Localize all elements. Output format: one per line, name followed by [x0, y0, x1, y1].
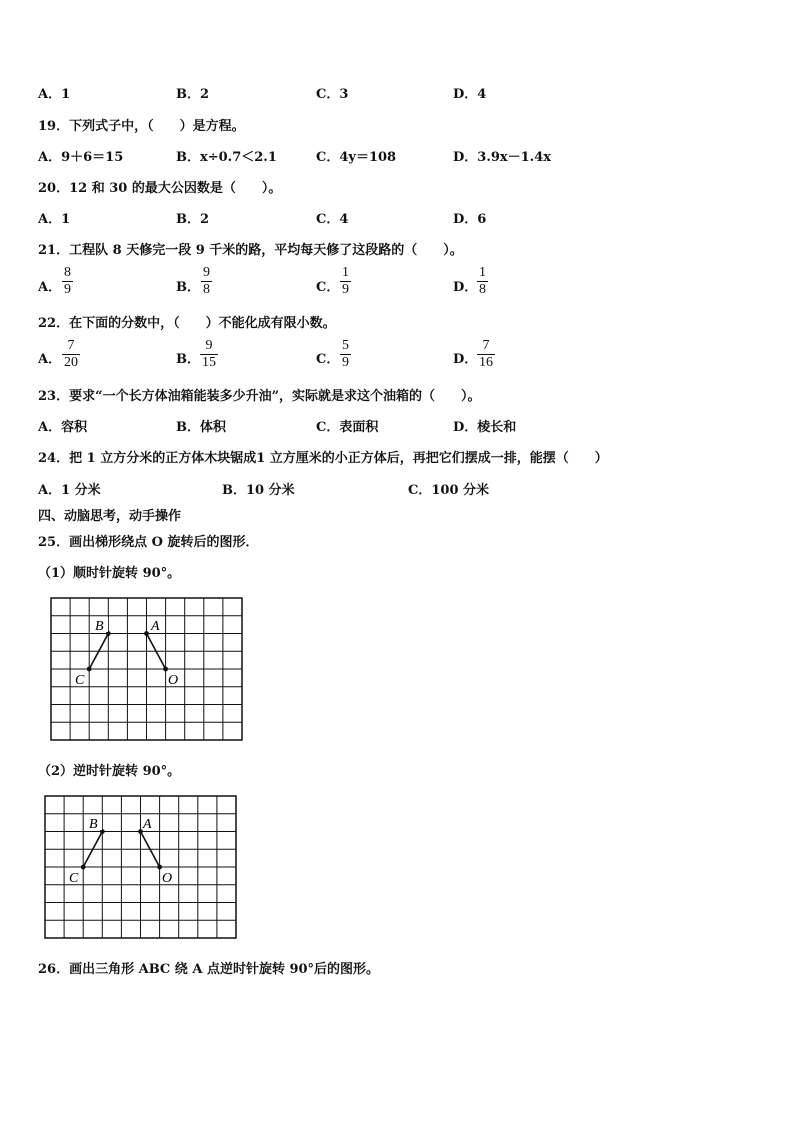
fraction-numerator: 9 [203, 265, 210, 280]
q23-option-b: B．体积 [176, 420, 226, 435]
fraction-denominator: 20 [64, 355, 78, 370]
fraction-numerator: 9 [205, 338, 213, 353]
fraction-numerator: 1 [479, 265, 486, 280]
q25-stem: 25．画出梯形绕点 O 旋转后的图形． [38, 535, 259, 550]
q21-option-b-label: B． [176, 280, 200, 295]
point-label-c: C [69, 871, 79, 886]
q19-stem: 19．下列式子中，（ ）是方程。 [38, 119, 245, 134]
q25-part1: （1）顺时针旋转 90°。 [38, 566, 181, 581]
q19-option-a: A．9＋6＝15 [38, 150, 124, 165]
q26-stem: 26．画出三角形 ABC 绕 A 点逆时针旋转 90°后的图形。 [38, 962, 380, 977]
q22-option-c-fraction [340, 338, 351, 371]
fraction-numerator: 8 [64, 265, 71, 280]
q21-stem: 21．工程队 8 天修完一段 9 千米的路，平均每天修了这段路的（ ）。 [38, 243, 463, 258]
q21-option-c-fraction [340, 265, 351, 298]
q23-option-c: C．表面积 [316, 420, 379, 435]
fraction-denominator: 9 [342, 282, 349, 297]
q20-option-b: B．2 [176, 212, 210, 227]
point-label-o: O [162, 871, 173, 886]
point-label-a: A [143, 817, 152, 832]
q18-option-d: D．4 [453, 87, 487, 102]
q22-option-c-label: C． [316, 352, 340, 367]
fraction-denominator: 8 [479, 282, 486, 297]
q22-stem: 22．在下面的分数中，（ ）不能化成有限小数。 [38, 316, 336, 331]
fraction-denominator: 9 [342, 355, 349, 370]
fraction-denominator: 8 [203, 282, 210, 297]
q19-option-d: D．3.9x－1.4x [453, 150, 552, 165]
grid-lines [45, 796, 236, 938]
point-label-a: A [151, 619, 160, 634]
q22-option-d-fraction [477, 338, 495, 371]
fraction-denominator: 15 [202, 355, 216, 370]
point-label-b: B [95, 619, 104, 634]
grid-figure-2 [38, 789, 244, 943]
point-label-c: C [75, 673, 85, 688]
q21-option-d-label: D． [453, 280, 478, 295]
grid-lines [51, 598, 242, 740]
section-title: 四、动脑思考，动手操作 [38, 509, 182, 524]
q20-option-c: C．4 [316, 212, 349, 227]
q21-option-b-fraction [201, 265, 212, 298]
q18-option-a: A．1 [38, 87, 71, 102]
q25-part2: （2）逆时针旋转 90°。 [38, 764, 181, 779]
fraction-numerator: 7 [482, 338, 490, 353]
q23-option-a: A．容积 [38, 420, 88, 435]
q24-option-c: C．100 分米 [408, 483, 490, 498]
grid-figure-1 [44, 592, 250, 746]
q20-stem: 20．12 和 30 的最大公因数是（ ）。 [38, 181, 282, 196]
q18-option-c: C．3 [316, 87, 349, 102]
fraction-denominator: 9 [64, 282, 71, 297]
q22-option-d-label: D． [453, 352, 478, 367]
q19-option-c: C．4y＝108 [316, 150, 397, 165]
q20-option-a: A．1 [38, 212, 71, 227]
q24-option-a: A．1 分米 [38, 483, 101, 498]
fraction-numerator: 7 [67, 338, 75, 353]
fraction-denominator: 16 [479, 355, 493, 370]
q23-stem: 23．要求“一个长方体油箱能装多少升油”，实际就是求这个油箱的（ ）。 [38, 389, 481, 404]
fraction-numerator: 1 [342, 265, 349, 280]
q20-option-d: D．6 [453, 212, 487, 227]
q24-stem: 24．把 1 立方分米的正方体木块锯成1 立方厘米的小正方体后，再把它们摆成一排，能摆（ ） [38, 451, 608, 466]
q22-option-b-label: B． [176, 352, 200, 367]
q22-option-a-fraction [62, 338, 80, 371]
q21-option-a-label: A． [38, 280, 62, 295]
q19-option-b: B．x÷0.7＜2.1 [176, 150, 277, 165]
q22-option-b-fraction [200, 338, 218, 371]
point-label-b: B [89, 817, 98, 832]
q21-option-c-label: C． [316, 280, 340, 295]
q18-option-b: B．2 [176, 87, 210, 102]
fraction-numerator: 5 [342, 338, 349, 353]
q24-option-b: B．10 分米 [222, 483, 295, 498]
q21-option-d-fraction [477, 265, 488, 298]
q22-option-a-label: A． [38, 352, 62, 367]
q21-option-a-fraction [62, 265, 73, 298]
q23-option-d: D．棱长和 [453, 420, 517, 435]
point-label-o: O [168, 673, 179, 688]
